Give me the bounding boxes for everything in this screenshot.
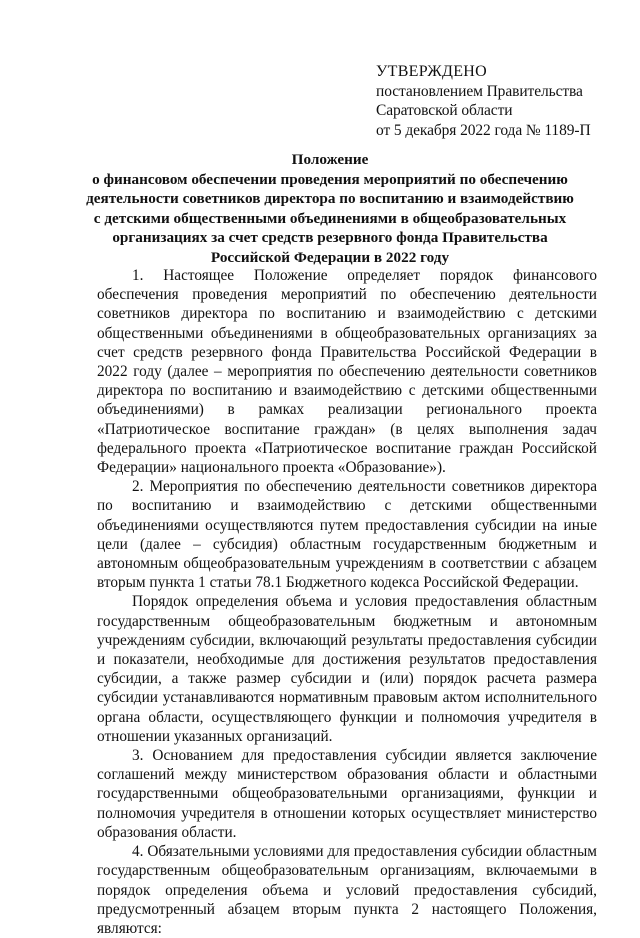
title-line: о финансовом обеспечении проведения мероприятий по обеспечению: [92, 170, 568, 188]
paragraph-1: 1. Настоящее Положение определяет порядок финансового обеспечения проведения мероприятий по обеспечению деятельности советников директора по воспитанию и взаимодействию с детскими общественными объединениями в общеобразовательных организациях за счет средств резервного фонда Правительства Российской Федерации в 2022 году (далее – мероприятия по обеспечению деятельности советников директора по воспитанию и взаимодействию с детскими общественными объединениями) в рамках реализации регионального проекта «Патриотическое воспитание граждан» (в целях выполнения задач федерального проекта «Патриотическое воспитание граждан Российской Федерации» национального проекта «Образование»).: [97, 267, 597, 477]
approval-date-line: от 5 декабря 2022 года № 1189-П: [376, 121, 591, 139]
approval-line: Саратовской области: [376, 102, 513, 119]
title-line: организациях за счет средств резервного фонда Правительства: [112, 229, 548, 246]
title-line: с детскими общественными объединениями в общеобразовательных: [93, 209, 567, 227]
approval-stamp: [376, 62, 591, 140]
title-line: Положение: [291, 151, 369, 168]
paragraph-4: 3. Основанием для предоставления субсидии является заключение соглашений между министерством образования области и областными государственными общеобразовательными организациями, функции и полномочия учредителя в отношении которых осуществляет министерство образования области.: [97, 747, 597, 841]
paragraph-5: 4. Обязательными условиями для предоставления субсидии областным государственным общеобразовательным организациям, включаемыми в порядок определения объема и условий предоставления субсидий, предусмотренный абзацем вторым пункта 2 настоящего Положения, являются:: [97, 843, 597, 937]
document-body: [97, 266, 597, 938]
title-line: Российской Федерации в 2022 году: [210, 248, 450, 266]
title-line: деятельности советников директора по воспитанию и взаимодействию: [86, 190, 574, 207]
approval-line: постановлением Правительства: [376, 82, 583, 100]
paragraph-2: 2. Мероприятия по обеспечению деятельности советников директора по воспитанию и взаимодействию с детскими общественными объединениями осуществляются путем предоставления субсидии на иные цели (далее – субсидия) областным государственным бюджетным и автономным общеобразовательным учреждениям в соответствии с абзацем вторым пункта 1 статьи 78.1 Бюджетного кодекса Российской Федерации.: [97, 478, 597, 592]
document-title: [60, 150, 600, 267]
approval-heading: УТВЕРЖДЕНО: [376, 63, 488, 80]
paragraph-3: Порядок определения объема и условия предоставления областным государственным общеобразовательным бюджетным и автономным учреждениям субсидии, включающий результаты предоставления субсидии и показатели, необходимые для достижения результатов предоставления субсидии, а также размер субсидии и (или) порядок расчета размера субсидии устанавливаются нормативным правовым актом исполнительного органа области, осуществляющего функции и полномочия учредителя в отношении указанных организаций.: [97, 593, 597, 745]
